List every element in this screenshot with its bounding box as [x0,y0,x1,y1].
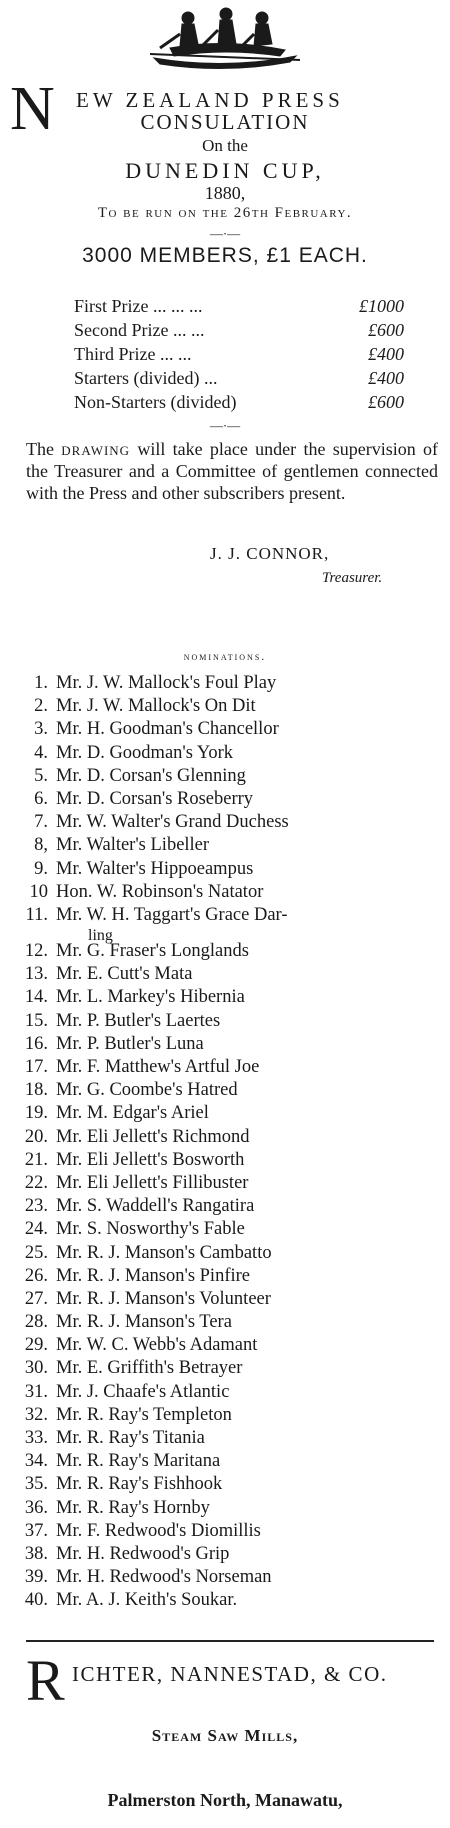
nomination-entry: Hon. W. Robinson's Natator [56,881,264,902]
nomination-number: 7. [34,812,48,833]
list-item [0,1566,450,1589]
nomination-number: 29. [24,1335,48,1356]
nomination-number: 14. [24,987,48,1008]
header-event-name: DUNEDIN CUP, [125,158,325,183]
list-item [0,1357,450,1380]
list-item [0,986,450,1009]
nomination-number: 40. [24,1590,48,1611]
nomination-number: 37. [24,1520,48,1541]
nomination-entry: Mr. R. J. Manson's Volunteer [56,1288,271,1309]
nomination-entry: Mr. L. Markey's Hibernia [56,987,245,1008]
nomination-number: 34. [24,1451,48,1472]
header-drop-cap: N [10,75,55,143]
rowing-crew-icon [150,4,300,76]
prize-row [74,392,404,416]
list-item [0,1311,450,1334]
list-item [0,963,450,986]
nomination-entry: Mr. D. Goodman's York [56,742,234,763]
nomination-entry: Mr. H. Redwood's Norseman [56,1567,272,1588]
separator-dash: —·— [209,226,241,241]
nomination-number: 26. [24,1265,48,1286]
nomination-entry: Mr. F. Redwood's Diomillis [56,1520,261,1541]
nomination-entry: Mr. R. Ray's Templeton [56,1404,232,1425]
header-title-line: EW ZEALAND PRESS [76,88,344,112]
nomination-number: 22. [24,1172,48,1193]
nomination-number: 4. [34,742,48,763]
list-item [0,1497,450,1520]
nomination-entry: Mr. R. Ray's Titania [56,1428,205,1448]
nomination-number: 9. [34,858,48,879]
nomination-entry: Mr. H. Redwood's Grip [56,1543,230,1564]
list-item [0,765,450,788]
nomination-number: 39. [24,1567,48,1588]
list-item [0,1102,450,1125]
drawing-notice-post: will take place under the supervision of the Treasurer and a Committee of gentlemen connected with the Press and other subscribers present. [26,439,439,503]
nomination-entry: Mr. P. Butler's Luna [56,1033,204,1054]
list-item [0,1056,450,1079]
list-item [0,1404,450,1427]
prize-amount: £400 [368,368,404,388]
nomination-number: 11. [25,904,48,925]
nomination-entry: Mr. D. Corsan's Roseberry [56,788,254,809]
nomination-number: 2. [34,696,48,717]
nomination-entry: Mr. R. J. Manson's Pinfire [56,1265,250,1286]
list-item [0,672,450,695]
list-item [0,1589,450,1612]
section-divider [26,1640,434,1642]
nomination-entry: Mr. Eli Jellett's Bosworth [56,1149,245,1170]
nomination-entry: Mr. P. Butler's Laertes [56,1010,221,1031]
nomination-entry: Mr. R. Ray's Fishhook [56,1474,223,1495]
nomination-entry: Mr. G. Coombe's Hatred [56,1080,238,1101]
nomination-entry: Mr. J. W. Mallock's On Dit [56,696,256,717]
nomination-entry: Mr. Walter's Libeller [56,835,210,856]
list-item [0,742,450,765]
prize-label: Second Prize ... ... [74,320,205,340]
drawing-keyword: drawing [61,439,131,459]
nomination-entry: Mr. D. Corsan's Glenning [56,765,246,786]
prize-row [74,296,404,320]
nomination-entry: Mr. R. Ray's Maritana [56,1451,221,1472]
nomination-continuation: ling [88,926,113,944]
footer-company-name: ICHTER, NANNESTAD, & CO. [72,1662,388,1686]
nomination-number: 23. [24,1196,48,1217]
list-item [0,881,450,904]
nomination-entry: Mr. F. Matthew's Artful Joe [56,1057,260,1077]
list-item [0,1265,450,1288]
nomination-entry: Mr. A. J. Keith's Soukar. [56,1590,238,1611]
nomination-entry: Mr. G. Fraser's Longlands [56,941,249,962]
nomination-entry: Mr. R. J. Manson's Cambatto [56,1242,272,1263]
nomination-number: 24. [24,1219,48,1240]
nomination-entry: Mr. Walter's Hippoeampus [56,858,254,879]
list-item [0,1381,450,1404]
prize-amount: £600 [368,392,404,412]
list-item [0,1427,450,1450]
nomination-number: 25. [24,1242,48,1263]
list-item [0,834,450,857]
list-item [0,858,450,881]
header-run-date: To be run on the 26th February. [97,205,353,221]
signature-name: J. J. CONNOR, [210,544,330,563]
list-item [0,1288,450,1311]
header-on-the: On the [202,136,248,155]
list-item [0,1149,450,1172]
list-item [0,788,450,811]
nomination-number: 28. [24,1312,48,1333]
nomination-number: 38. [24,1543,48,1564]
list-item [0,1172,450,1195]
list-item [0,1126,450,1149]
nomination-entry: Mr. H. Goodman's Chancellor [56,719,279,740]
prize-amount: £400 [368,344,404,364]
nomination-entry: Mr. W. C. Webb's Adamant [56,1335,258,1356]
drawing-notice-pre: The [26,439,62,459]
list-item [0,811,450,834]
prize-label: Non-Starters (divided) [74,392,237,412]
nomination-number: 20. [24,1126,48,1147]
nomination-entry: Mr. W. H. Taggart's Grace Dar- [56,904,288,925]
nomination-entry: Mr. S. Waddell's Rangatira [56,1196,255,1217]
nomination-number: 19. [24,1103,48,1124]
separator-dash: —·— [209,418,241,433]
nomination-entry: Mr. J. W. Mallock's Foul Play [56,673,277,693]
nomination-entry: Mr. W. Walter's Grand Duchess [56,812,289,833]
prize-label: Third Prize ... ... [74,344,192,364]
signature-title: Treasurer. [322,570,383,586]
members-line: 3000 MEMBERS, £1 EACH. [82,244,368,267]
nomination-entry: Mr. E. Cutt's Mata [56,964,193,985]
list-item [0,1010,450,1033]
nomination-number: 3. [34,719,48,740]
nomination-number: 27. [24,1288,48,1309]
nomination-number: 6. [34,788,48,809]
list-item [0,1033,450,1056]
list-item [0,1520,450,1543]
list-item [0,718,450,741]
nomination-number: 21. [24,1149,48,1170]
list-item [0,1218,450,1241]
list-item [0,1450,450,1473]
nomination-number: 12. [24,941,48,962]
list-item [0,1334,450,1357]
prize-label: First Prize ... ... ... [74,296,203,316]
prize-table [74,296,404,416]
prize-amount: £600 [368,320,404,340]
nominations-heading: nominations. [183,649,267,663]
nomination-number: 16. [24,1033,48,1054]
header-year: 1880, [204,183,246,203]
footer-business-type: Steam Saw Mills, [151,1726,299,1745]
list-item [0,1079,450,1102]
nomination-entry: Mr. R. J. Manson's Tera [56,1312,232,1333]
prize-row [74,320,404,344]
nomination-number: 36. [24,1497,48,1518]
nomination-number: 13. [24,964,48,985]
nomination-entry: Mr. M. Edgar's Ariel [56,1103,209,1124]
list-item [0,1242,450,1265]
nomination-number: 8, [34,835,48,856]
list-item [0,695,450,718]
drawing-notice [26,438,438,504]
prize-row [74,368,404,392]
nomination-entry: Mr. Eli Jellett's Fillibuster [56,1172,249,1193]
nomination-number: 35. [24,1474,48,1495]
nomination-entry: Mr. J. Chaafe's Atlantic [56,1381,230,1402]
nomination-number: 18. [24,1080,48,1101]
list-item [0,940,450,963]
prize-label: Starters (divided) ... [74,368,218,388]
nominations-list [0,672,450,1613]
nomination-number: 10 [29,881,48,902]
nomination-number: 32. [24,1404,48,1425]
nomination-entry: Mr. E. Griffith's Betrayer [56,1358,243,1379]
prize-amount: £1000 [359,296,404,316]
list-item [0,1473,450,1496]
nomination-number: 31. [24,1381,48,1402]
nomination-number: 1. [34,673,48,693]
prize-row [74,344,404,368]
list-item [0,1195,450,1218]
nomination-entry: Mr. Eli Jellett's Richmond [56,1126,250,1147]
nomination-entry: Mr. S. Nosworthy's Fable [56,1219,245,1240]
footer-location: Palmerston North, Manawatu, [107,1790,343,1810]
nomination-entry: Mr. R. Ray's Hornby [56,1497,210,1518]
list-item [0,904,450,944]
nomination-number: 5. [34,765,48,786]
header-consultation: CONSULATION [140,110,310,134]
nomination-number: 17. [24,1057,48,1077]
nomination-number: 33. [24,1428,48,1448]
footer-drop-cap: R [26,1648,65,1713]
nomination-number: 15. [24,1010,48,1031]
list-item [0,1543,450,1566]
nomination-number: 30. [24,1358,48,1379]
